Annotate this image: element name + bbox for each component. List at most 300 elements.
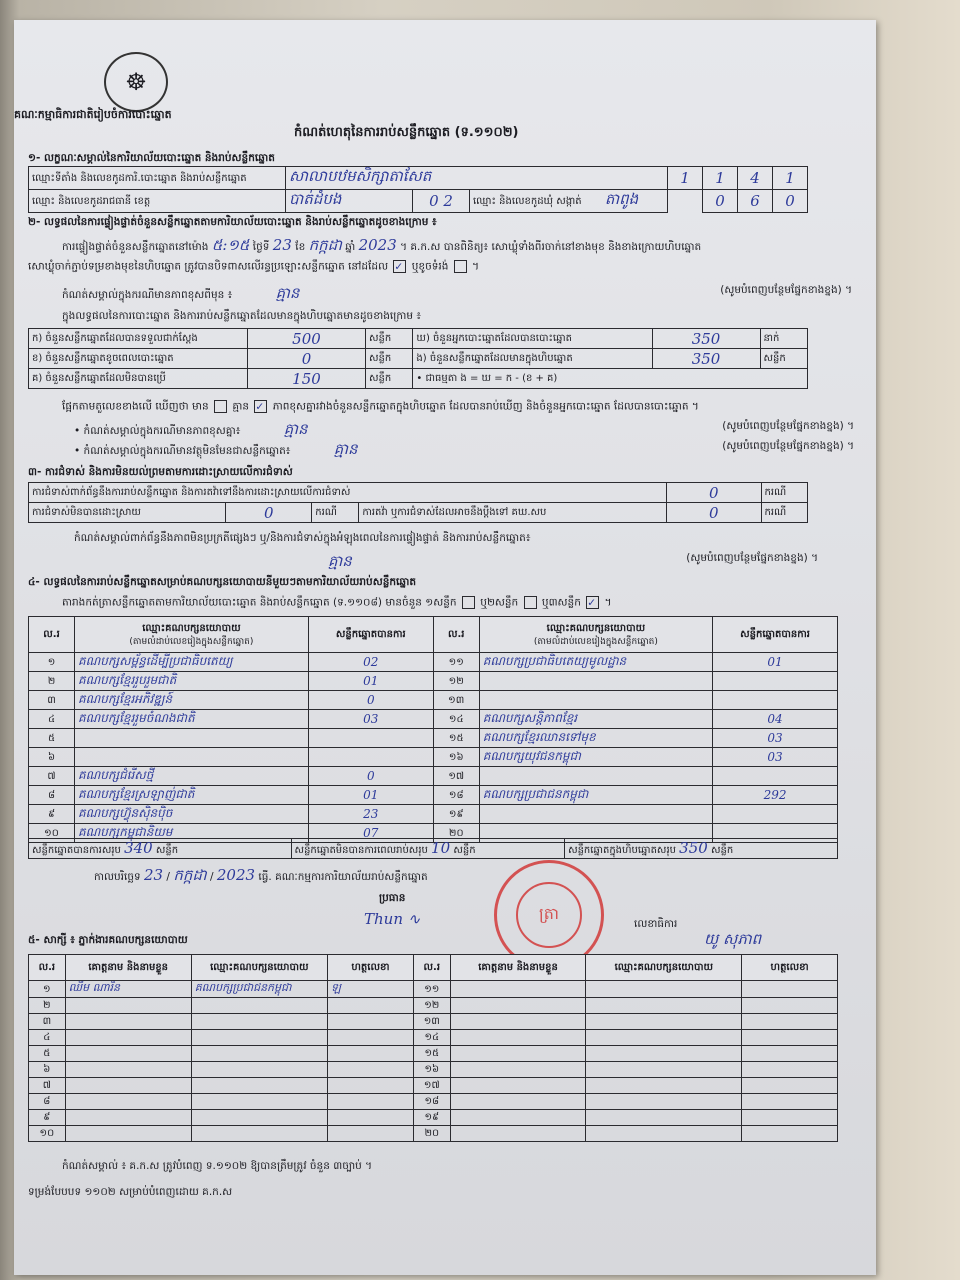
inspection-line1-end: ។ គ.ក.ស បានពិនិត្យ៖ សោឃ្លុំទាំងពីរចាក់នៅខាងមុខ និងខាងក្រោយហិបឆ្នោត — [400, 241, 702, 253]
party-no: ១០ — [29, 824, 75, 843]
witness-signature — [327, 1078, 413, 1094]
inspection-time-label: ការផ្ទៀងផ្ទាត់ចំនួនសន្លឹកឆ្នោតនៅម៉ោង — [62, 241, 209, 253]
table-row — [29, 691, 838, 710]
irregularity-hint: (សូមបំពេញបន្ថែមផ្នែកខាងខ្នង) ។ — [686, 552, 818, 564]
witness-signature — [742, 1062, 838, 1078]
date-line: កាលបរិច្ឆេទ 23 / កក្កដា / 2023 ធ្វើ. គណៈកម្មការការិយាល័យរាប់សន្លឹកឆ្នោត — [94, 866, 428, 884]
table-row — [29, 1126, 838, 1142]
witness-no: ១៥ — [413, 1046, 450, 1062]
date-year: 2023 — [216, 866, 256, 884]
inspection-day-label: ថ្ងៃទី — [252, 241, 270, 253]
table-row — [29, 767, 838, 786]
witness-name — [65, 998, 191, 1014]
witness-party — [586, 998, 742, 1014]
witness-name — [450, 1062, 586, 1078]
chair-signature-icon: Thun ∿ — [364, 910, 421, 928]
party-name: គណបក្សយុវជនកម្ពុជា — [479, 748, 712, 767]
ballot-count-table — [28, 328, 808, 389]
party-name: គណបក្សខ្មែរឈានទៅមុខ — [479, 729, 712, 748]
compare-none-checkbox[interactable]: ✓ — [254, 400, 267, 413]
party-votes: 01 — [308, 786, 433, 805]
party-no: ៤ — [29, 710, 75, 729]
form-note: ទម្រង់បែបបទ ១១០២ សម្រាប់បំពេញដោយ គ.ក.ស — [28, 1186, 233, 1198]
party-votes: 0 — [308, 691, 433, 710]
witness-party — [191, 1094, 327, 1110]
party-name: គណបក្សខ្មែរអភិវឌ្ឍន៍ — [75, 691, 309, 710]
received-label: ក) ចំនួនសន្លឹកឆ្នោតដែលបានទទួលជាក់ស្តែង — [29, 329, 248, 349]
party-no: ៥ — [29, 729, 75, 748]
party-name: គណបក្សខ្មែររួមចំណងជាតិ — [75, 710, 309, 729]
seal-broken-label: ឬខូចទំរង់ — [411, 260, 449, 273]
w-col-party-right: ឈ្មោះគណបក្សនយោបាយ — [586, 955, 742, 981]
objection-unit: ករណី — [761, 483, 807, 503]
province-code-2: 2 — [443, 192, 453, 210]
party-name — [479, 805, 712, 824]
w-col-party-left: ឈ្មោះគណបក្សនយោបាយ — [191, 955, 327, 981]
unused-unit: សន្លឹក — [366, 369, 413, 389]
party-name — [75, 748, 309, 767]
party-votes: 03 — [308, 710, 433, 729]
party-votes: 292 — [713, 786, 838, 805]
witness-no: ១៤ — [413, 1030, 450, 1046]
witness-party — [191, 998, 327, 1014]
note3-value: គ្មាន — [333, 440, 358, 458]
seal-broken-checkbox[interactable] — [454, 260, 467, 273]
witness-party — [191, 1046, 327, 1062]
totals-table — [28, 838, 838, 859]
table-row — [29, 672, 838, 691]
note1-hint: (សូមបំពេញបន្ថែមផ្នែកខាងខ្នង) ។ — [720, 284, 852, 296]
compare-line — [62, 400, 699, 416]
total-box-label: សន្លឹកឆ្នោតក្នុងហិបឆ្នោតសរុប — [568, 845, 676, 856]
inspection-year-label: ឆ្នាំ — [345, 241, 356, 253]
sheet-count-line: តារាងកត់ត្រាសន្លឹកឆ្នោតតាមការិយាល័យបោះឆ្នោត និងរាប់សន្លឹកឆ្នោត (ទ.១១០៨) មានចំនួន ១សន្លឹក ឬ២សន្លឹក ឬ៣សន្លឹក ✓ ។ — [62, 596, 612, 609]
province-value: បាត់ដំបង — [286, 190, 413, 213]
party-name: គណបក្សសន្តិភាពខ្មែរ — [479, 710, 712, 729]
witness-signature — [327, 1046, 413, 1062]
witness-party — [191, 1014, 327, 1030]
party-votes: 03 — [713, 729, 838, 748]
witness-signature — [742, 1078, 838, 1094]
party-no: ១៣ — [433, 691, 479, 710]
total-valid-cell — [29, 839, 292, 859]
commune-code-3: 0 — [773, 190, 808, 213]
w-col-no-right: ល.រ — [413, 955, 450, 981]
witness-table — [28, 954, 838, 1142]
committee-label: ធ្វើ. គណៈកម្មការការិយាល័យរាប់សន្លឹកឆ្នោត — [258, 871, 428, 883]
inspection-line2: សោឃ្លុំចាក់ភ្ជាប់ទម្រខាងមុខនៃហិបឆ្នោត ត្រូវបានបិទពាសលើរន្ធប្រឡោះសន្លឹកឆ្នោត នៅដដែល ✓ ឬខូចទំរង់ ។ — [28, 260, 480, 273]
witness-name — [65, 1094, 191, 1110]
note3-line — [74, 440, 854, 462]
inspection-month-label: ខែ — [295, 241, 306, 253]
table-row — [29, 653, 838, 672]
section4-heading: ៤- លទ្ធផលនៃការរាប់សន្លឹកឆ្នោតសម្រាប់គណបក្សនយោបាយនីមួយៗតាមការិយាល័យរាប់សន្លឹកឆ្នោត — [28, 576, 417, 588]
party-votes: 23 — [308, 805, 433, 824]
party-no: ៦ — [29, 748, 75, 767]
stamp-center: ត្រា — [516, 882, 582, 948]
party-votes — [713, 672, 838, 691]
unused-value: 150 — [247, 369, 365, 389]
date-label: កាលបរិច្ឆេទ — [94, 871, 141, 883]
unresolved-unit: ករណី — [312, 503, 359, 523]
commune-code-2: 6 — [738, 190, 773, 213]
party-no: ១ — [29, 653, 75, 672]
party-name: គណបក្សសម្ព័ន្ធដើម្បីប្រជាធិបតេយ្យ — [75, 653, 309, 672]
col-party-left-sub: (តាមលំដាប់លេខរៀងក្នុងសន្លឹកឆ្នោត) — [129, 636, 254, 647]
col-party-right — [479, 617, 712, 653]
party-votes: 02 — [308, 653, 433, 672]
commune-cell — [470, 190, 668, 213]
witness-name — [65, 1110, 191, 1126]
province-label: ឈ្មោះ និងលេខកូដរាជធានី ខេត្ត — [29, 190, 286, 213]
witness-name — [65, 1126, 191, 1142]
witness-name — [450, 1046, 586, 1062]
witness-name — [450, 981, 586, 998]
table-row — [29, 998, 838, 1014]
appeal-value: 0 — [667, 503, 762, 523]
secretary-name: យូ សុភាព — [704, 930, 762, 948]
witness-no: ១៦ — [413, 1062, 450, 1078]
witness-party — [586, 1126, 742, 1142]
spoiled-unit: សន្លឹក — [366, 349, 413, 369]
col-no-right: ល.រ — [433, 617, 479, 653]
witness-no: ១១ — [413, 981, 450, 998]
witness-no: ២ — [29, 998, 66, 1014]
party-no: ១៩ — [433, 805, 479, 824]
box-label: ង) ចំនួនសន្លឹកឆ្នោតដែលមានក្នុងហិបឆ្នោត — [413, 349, 652, 369]
party-no: ៧ — [29, 767, 75, 786]
witness-party — [586, 1110, 742, 1126]
table-row — [29, 1046, 838, 1062]
witness-party — [586, 1046, 742, 1062]
irregularity-value-line — [28, 552, 818, 574]
commune-label: ឈ្មោះ និងលេខកូដឃុំ សង្កាត់ — [473, 196, 582, 207]
note3-label: • កំណត់សម្គាល់ក្នុងករណីមានវត្ថុមិនមែនជាសន្លឹកឆ្នោត៖ — [74, 445, 291, 457]
witness-name — [65, 1014, 191, 1030]
witness-signature — [327, 1110, 413, 1126]
section1-table — [28, 166, 808, 213]
location-label: ឈ្មោះទីតាំង និងលេខកូដការិ.បោះឆ្នោត និងរាប់សន្លឹកឆ្នោត — [29, 167, 286, 190]
party-name: គណបក្សប្រជាធិបតេយ្យមូលដ្ឋាន — [479, 653, 712, 672]
witness-party — [191, 1126, 327, 1142]
inspection-seal-text: សោឃ្លុំចាក់ភ្ជាប់ទម្រខាងមុខនៃហិបឆ្នោត ត្រូវបានបិទពាសលើរន្ធប្រឡោះសន្លឹកឆ្នោត នៅដដែល — [28, 260, 389, 273]
total-invalid-label: សន្លឹកឆ្នោតមិនបានការពេលរាប់សរុប — [294, 845, 428, 856]
party-votes: 03 — [713, 748, 838, 767]
unused-label: គ) ចំនួនសន្លឹកឆ្នោតដែលមិនបានប្រើ — [29, 369, 248, 389]
sheet-count-1-checkbox[interactable] — [462, 596, 475, 609]
witness-name — [65, 1078, 191, 1094]
witness-signature — [742, 1046, 838, 1062]
witness-signature — [742, 998, 838, 1014]
unresolved-value: 0 — [226, 503, 312, 523]
witness-name — [65, 1030, 191, 1046]
witness-name — [450, 1094, 586, 1110]
party-name: គណបក្សខ្មែរស្រឡាញ់ជាតិ — [75, 786, 309, 805]
note1-value: គ្មាន — [275, 284, 300, 302]
objection-value: 0 — [667, 483, 762, 503]
total-box-unit: សន្លឹក — [711, 845, 734, 856]
witness-name — [450, 1126, 586, 1142]
col-party-left-title: ឈ្មោះគណបក្សនយោបាយ — [142, 622, 241, 634]
witness-signature — [742, 1110, 838, 1126]
witness-name — [450, 1078, 586, 1094]
commune-code-1: 0 — [703, 190, 738, 213]
party-votes: 01 — [308, 672, 433, 691]
total-valid-unit: សន្លឹក — [155, 845, 179, 856]
section1-heading: ១- លក្ខណៈសម្គាល់នៃការិយាល័យបោះឆ្នោត និងរាប់សន្លឹកឆ្នោត — [28, 152, 275, 164]
witness-signature — [742, 981, 838, 998]
w-col-name-left: គោត្តនាម និងនាមខ្លួន — [65, 955, 191, 981]
seal-intact-checkbox[interactable]: ✓ — [393, 260, 406, 273]
total-valid: 340 — [124, 839, 153, 857]
party-no: ១៥ — [433, 729, 479, 748]
unresolved-label: ការជំទាស់មិនបានដោះស្រាយ — [29, 503, 226, 523]
location-code-1: 1 — [668, 167, 703, 190]
location-code-4: 1 — [773, 167, 808, 190]
spoiled-value: 0 — [247, 349, 365, 369]
witness-no: ៤ — [29, 1030, 66, 1046]
witness-no: ១ — [29, 981, 66, 998]
col-party-right-title: ឈ្មោះគណបក្សនយោបាយ — [546, 622, 646, 634]
witness-signature: ឡ — [327, 981, 413, 998]
witness-signature — [327, 998, 413, 1014]
box-value: 350 — [652, 349, 760, 369]
document-sheet — [14, 20, 876, 1275]
note3-hint: (សូមបំពេញបន្ថែមផ្នែកខាងខ្នង) ។ — [722, 440, 854, 452]
table-row — [29, 1030, 838, 1046]
sheet-count-3-label: ឬ៣សន្លឹក — [541, 596, 581, 609]
party-votes — [713, 767, 838, 786]
box-unit: សន្លឹក — [760, 349, 807, 369]
party-no: ៨ — [29, 786, 75, 805]
table-row — [29, 710, 838, 729]
compare-none-label: គ្មាន — [232, 400, 250, 413]
sheet-count-2-label: ឬ២សន្លឹក — [480, 596, 519, 609]
witness-no: ៣ — [29, 1014, 66, 1030]
secretary-label: លេខាធិការ — [634, 918, 678, 930]
sheet-count-2-checkbox[interactable] — [524, 596, 537, 609]
party-no: ១៧ — [433, 767, 479, 786]
witness-no: ១៨ — [413, 1094, 450, 1110]
witness-party — [586, 1078, 742, 1094]
col-votes-right: សន្លឹកឆ្នោតបានការ — [713, 617, 838, 653]
voters-value: 350 — [652, 329, 760, 349]
witness-party — [586, 981, 742, 998]
party-no: ២ — [29, 672, 75, 691]
w-col-no-left: ល.រ — [29, 955, 66, 981]
witness-signature — [327, 1062, 413, 1078]
chair-label: ប្រធាន — [379, 892, 406, 904]
date-day: 23 — [144, 866, 164, 884]
witness-party — [191, 1030, 327, 1046]
col-votes-left: សន្លឹកឆ្នោតបានការ — [308, 617, 433, 653]
party-name: គណបក្សខ្មែររួបរួមជាតិ — [75, 672, 309, 691]
results-subheading: ក្នុងលទ្ធផលនៃការបោះឆ្នោត និងការរាប់សន្លឹកឆ្នោតដែលមានក្នុងហិបឆ្នោតមានដូចខាងក្រោម ៖ — [62, 310, 421, 322]
party-votes: 04 — [713, 710, 838, 729]
witness-signature — [742, 1094, 838, 1110]
compare-label: ផ្អែកតាមតួលេខខាងលើ ឃើញថា មាន — [62, 400, 209, 413]
province-code — [413, 190, 470, 213]
witness-name: ឈឹម ណារិន — [65, 981, 191, 998]
total-box: 350 — [679, 839, 708, 857]
witness-no: ៩ — [29, 1110, 66, 1126]
witness-name — [450, 1110, 586, 1126]
witness-name — [450, 1030, 586, 1046]
witness-party — [191, 1110, 327, 1126]
voters-label: ឃ) ចំនួនអ្នកបោះឆ្នោតដែលបានបោះឆ្នោត — [413, 329, 652, 349]
section5-heading: ៥- សាក្សី ៖ ភ្នាក់ងារគណបក្សនយោបាយ — [28, 934, 188, 946]
party-name: គណបក្សហ៊្វុនស៊ិនប៉ិច — [75, 805, 309, 824]
total-invalid-unit: សន្លឹក — [453, 845, 476, 856]
party-no: ១៤ — [433, 710, 479, 729]
footer-note: កំណត់សម្គាល់ ៖ គ.ក.ស ត្រូវបំពេញ ទ.១១០២ ឱ្យបានត្រឹមត្រូវ ចំនួន ៣ច្បាប់ ។ — [62, 1160, 373, 1172]
objection-label: ការជំទាស់ពាក់ព័ន្ធនឹងការរាប់សន្លឹកឆ្នោត និងការតវ៉ាទៅនឹងការដោះស្រាយលើការជំទាស់ — [29, 483, 667, 503]
org-name: គណៈកម្មាធិការជាតិរៀបចំការបោះឆ្នោត — [14, 108, 172, 121]
table-row — [29, 1014, 838, 1030]
witness-no: ១២ — [413, 998, 450, 1014]
received-unit: សន្លឹក — [366, 329, 413, 349]
witness-no: ២០ — [413, 1126, 450, 1142]
party-votes: 01 — [713, 653, 838, 672]
irregularity-value: គ្មាន — [328, 552, 352, 570]
table-row — [29, 805, 838, 824]
party-votes — [713, 691, 838, 710]
note2-label: • កំណត់សម្គាល់ក្នុងករណីមានភាពខុសគ្នា៖ — [74, 425, 241, 437]
inspection-month: កក្កដា — [308, 236, 342, 254]
party-votes — [713, 805, 838, 824]
witness-name — [450, 1014, 586, 1030]
witness-no: ៦ — [29, 1062, 66, 1078]
witness-party — [586, 1062, 742, 1078]
party-votes — [308, 748, 433, 767]
note2-line — [74, 420, 854, 442]
total-valid-label: សន្លឹកឆ្នោតបានការសរុប — [32, 845, 121, 856]
table-row — [29, 1078, 838, 1094]
party-votes: 0 — [308, 767, 433, 786]
sheet-count-3-checkbox[interactable]: ✓ — [586, 596, 599, 609]
table-row — [29, 1110, 838, 1126]
sheet-count-label: តារាងកត់ត្រាសន្លឹកឆ្នោតតាមការិយាល័យបោះឆ្នោត និងរាប់សន្លឹកឆ្នោត (ទ.១១០៨) មានចំនួន ១សន្លឹក — [62, 596, 457, 609]
note2-value: គ្មាន — [283, 420, 308, 438]
party-name: គណបក្សជំរើសថ្មី — [75, 767, 309, 786]
inspection-year: 2023 — [358, 236, 397, 254]
note1-line — [62, 284, 852, 306]
party-votes — [308, 729, 433, 748]
irregularity-note: កំណត់សម្គាល់ពាក់ព័ន្ធនឹងភាពមិនប្រក្រតីផ្សេងៗ ឬ/និងការជំទាស់ក្នុងអំឡុងពេលនៃការផ្ទៀងផ្ទាត់ និងការរាប់សន្លឹកឆ្នោត៖ — [74, 532, 531, 544]
inspection-day: 23 — [272, 236, 292, 254]
col-party-left — [75, 617, 309, 653]
witness-party — [191, 1078, 327, 1094]
note2-hint: (សូមបំពេញបន្ថែមផ្នែកខាងខ្នង) ។ — [722, 420, 854, 432]
witness-signature — [327, 1030, 413, 1046]
table-row — [29, 748, 838, 767]
witness-signature — [327, 1014, 413, 1030]
party-no: ១៦ — [433, 748, 479, 767]
witness-party — [586, 1030, 742, 1046]
received-value: 500 — [247, 329, 365, 349]
table-row — [29, 981, 838, 998]
table-row — [29, 1062, 838, 1078]
party-no: ៣ — [29, 691, 75, 710]
witness-signature — [742, 1126, 838, 1142]
date-month: កក្កដា — [173, 866, 207, 884]
party-name: គណបក្សកម្ពុជានិយម — [75, 824, 309, 843]
w-col-sign-left: ហត្ថលេខា — [327, 955, 413, 981]
section3-heading: ៣- ការជំទាស់ និងការមិនយល់ព្រមតាមការដោះស្រាយលើការជំទាស់ — [28, 466, 293, 478]
witness-no: ៨ — [29, 1094, 66, 1110]
spoiled-label: ខ) ចំនួនសន្លឹកឆ្នោតខូចពេលបោះឆ្នោត — [29, 349, 248, 369]
compare-yes-checkbox[interactable] — [214, 400, 227, 413]
party-no: ១៨ — [433, 786, 479, 805]
party-no: ១២ — [433, 672, 479, 691]
commune-value: តាពូង — [604, 190, 639, 208]
table-row — [29, 729, 838, 748]
witness-signature — [327, 1126, 413, 1142]
party-votes: 07 — [308, 824, 433, 843]
witness-signature — [327, 1094, 413, 1110]
witness-signature — [742, 1030, 838, 1046]
appeal-unit: ករណី — [761, 503, 807, 523]
party-name — [479, 672, 712, 691]
witness-name — [65, 1062, 191, 1078]
witness-party: គណបក្សប្រជាជនកម្ពុជា — [191, 981, 327, 998]
witness-party — [191, 1062, 327, 1078]
compare-end: ភាពខុសគ្នារវាងចំនួនសន្លឹកឆ្នោតក្នុងហិបឆ្នោត ដែលបានរាប់ឃើញ និងចំនួនអ្នកបោះឆ្នោត ដែលបានបោះឆ្នោត ។ — [272, 400, 699, 413]
emblem-icon: ☸ — [104, 52, 168, 112]
witness-no: ៧ — [29, 1078, 66, 1094]
total-invalid-cell — [291, 839, 565, 859]
witness-name — [450, 998, 586, 1014]
voters-unit: នាក់ — [760, 329, 807, 349]
note1-label: កំណត់សម្គាល់ក្នុងករណីមានភាពខុសពីមុន ៖ — [62, 289, 233, 301]
form-title: កំណត់ហេតុនៃការរាប់សន្លឹកឆ្នោត (ទ.១១០២) — [294, 125, 519, 140]
total-box-cell — [565, 839, 838, 859]
witness-no: ១៩ — [413, 1110, 450, 1126]
col-no-left: ល.រ — [29, 617, 75, 653]
witness-no: ១៣ — [413, 1014, 450, 1030]
total-invalid: 10 — [431, 839, 451, 857]
witness-party — [586, 1094, 742, 1110]
witness-signature — [742, 1014, 838, 1030]
location-code-3: 4 — [738, 167, 773, 190]
witness-no: ១០ — [29, 1126, 66, 1142]
location-code-2: 1 — [703, 167, 738, 190]
witness-party — [586, 1014, 742, 1030]
location-value: សាលាបឋមសិក្សាតាសែត — [286, 167, 668, 190]
inspection-time: ៥:១៥ — [211, 236, 250, 254]
province-code-1: 0 — [429, 192, 439, 210]
witness-name — [65, 1046, 191, 1062]
party-no: ២០ — [433, 824, 479, 843]
party-no: ១១ — [433, 653, 479, 672]
formula: • ជាធម្មតា ង = ឃ = ក - (ខ + គ) — [413, 369, 808, 389]
table-row — [29, 786, 838, 805]
party-no: ៩ — [29, 805, 75, 824]
w-col-name-right: គោត្តនាម និងនាមខ្លួន — [450, 955, 586, 981]
w-col-sign-right: ហត្ថលេខា — [742, 955, 838, 981]
witness-no: ៥ — [29, 1046, 66, 1062]
appeal-label: ការតវ៉ា ឬការជំទាស់ដែលអាចនឹងប្តឹងទៅ គឃ.សប — [359, 503, 667, 523]
inspection-line1 — [62, 236, 701, 258]
witness-no: ១៧ — [413, 1078, 450, 1094]
objection-table — [28, 482, 808, 523]
party-name — [75, 729, 309, 748]
col-party-right-sub: (តាមលំដាប់លេខរៀងក្នុងសន្លឹកឆ្នោត) — [533, 636, 658, 647]
party-name: គណបក្សប្រជាជនកម្ពុជា — [479, 786, 712, 805]
section2-heading: ២- លទ្ធផលនៃការផ្ទៀងផ្ទាត់ចំនួនសន្លឹកឆ្នោតតាមការិយាល័យបោះឆ្នោត និងរាប់សន្លឹកឆ្នោតដូចខាងក្រោម ៖ — [28, 216, 437, 228]
party-name — [479, 767, 712, 786]
party-name — [479, 691, 712, 710]
